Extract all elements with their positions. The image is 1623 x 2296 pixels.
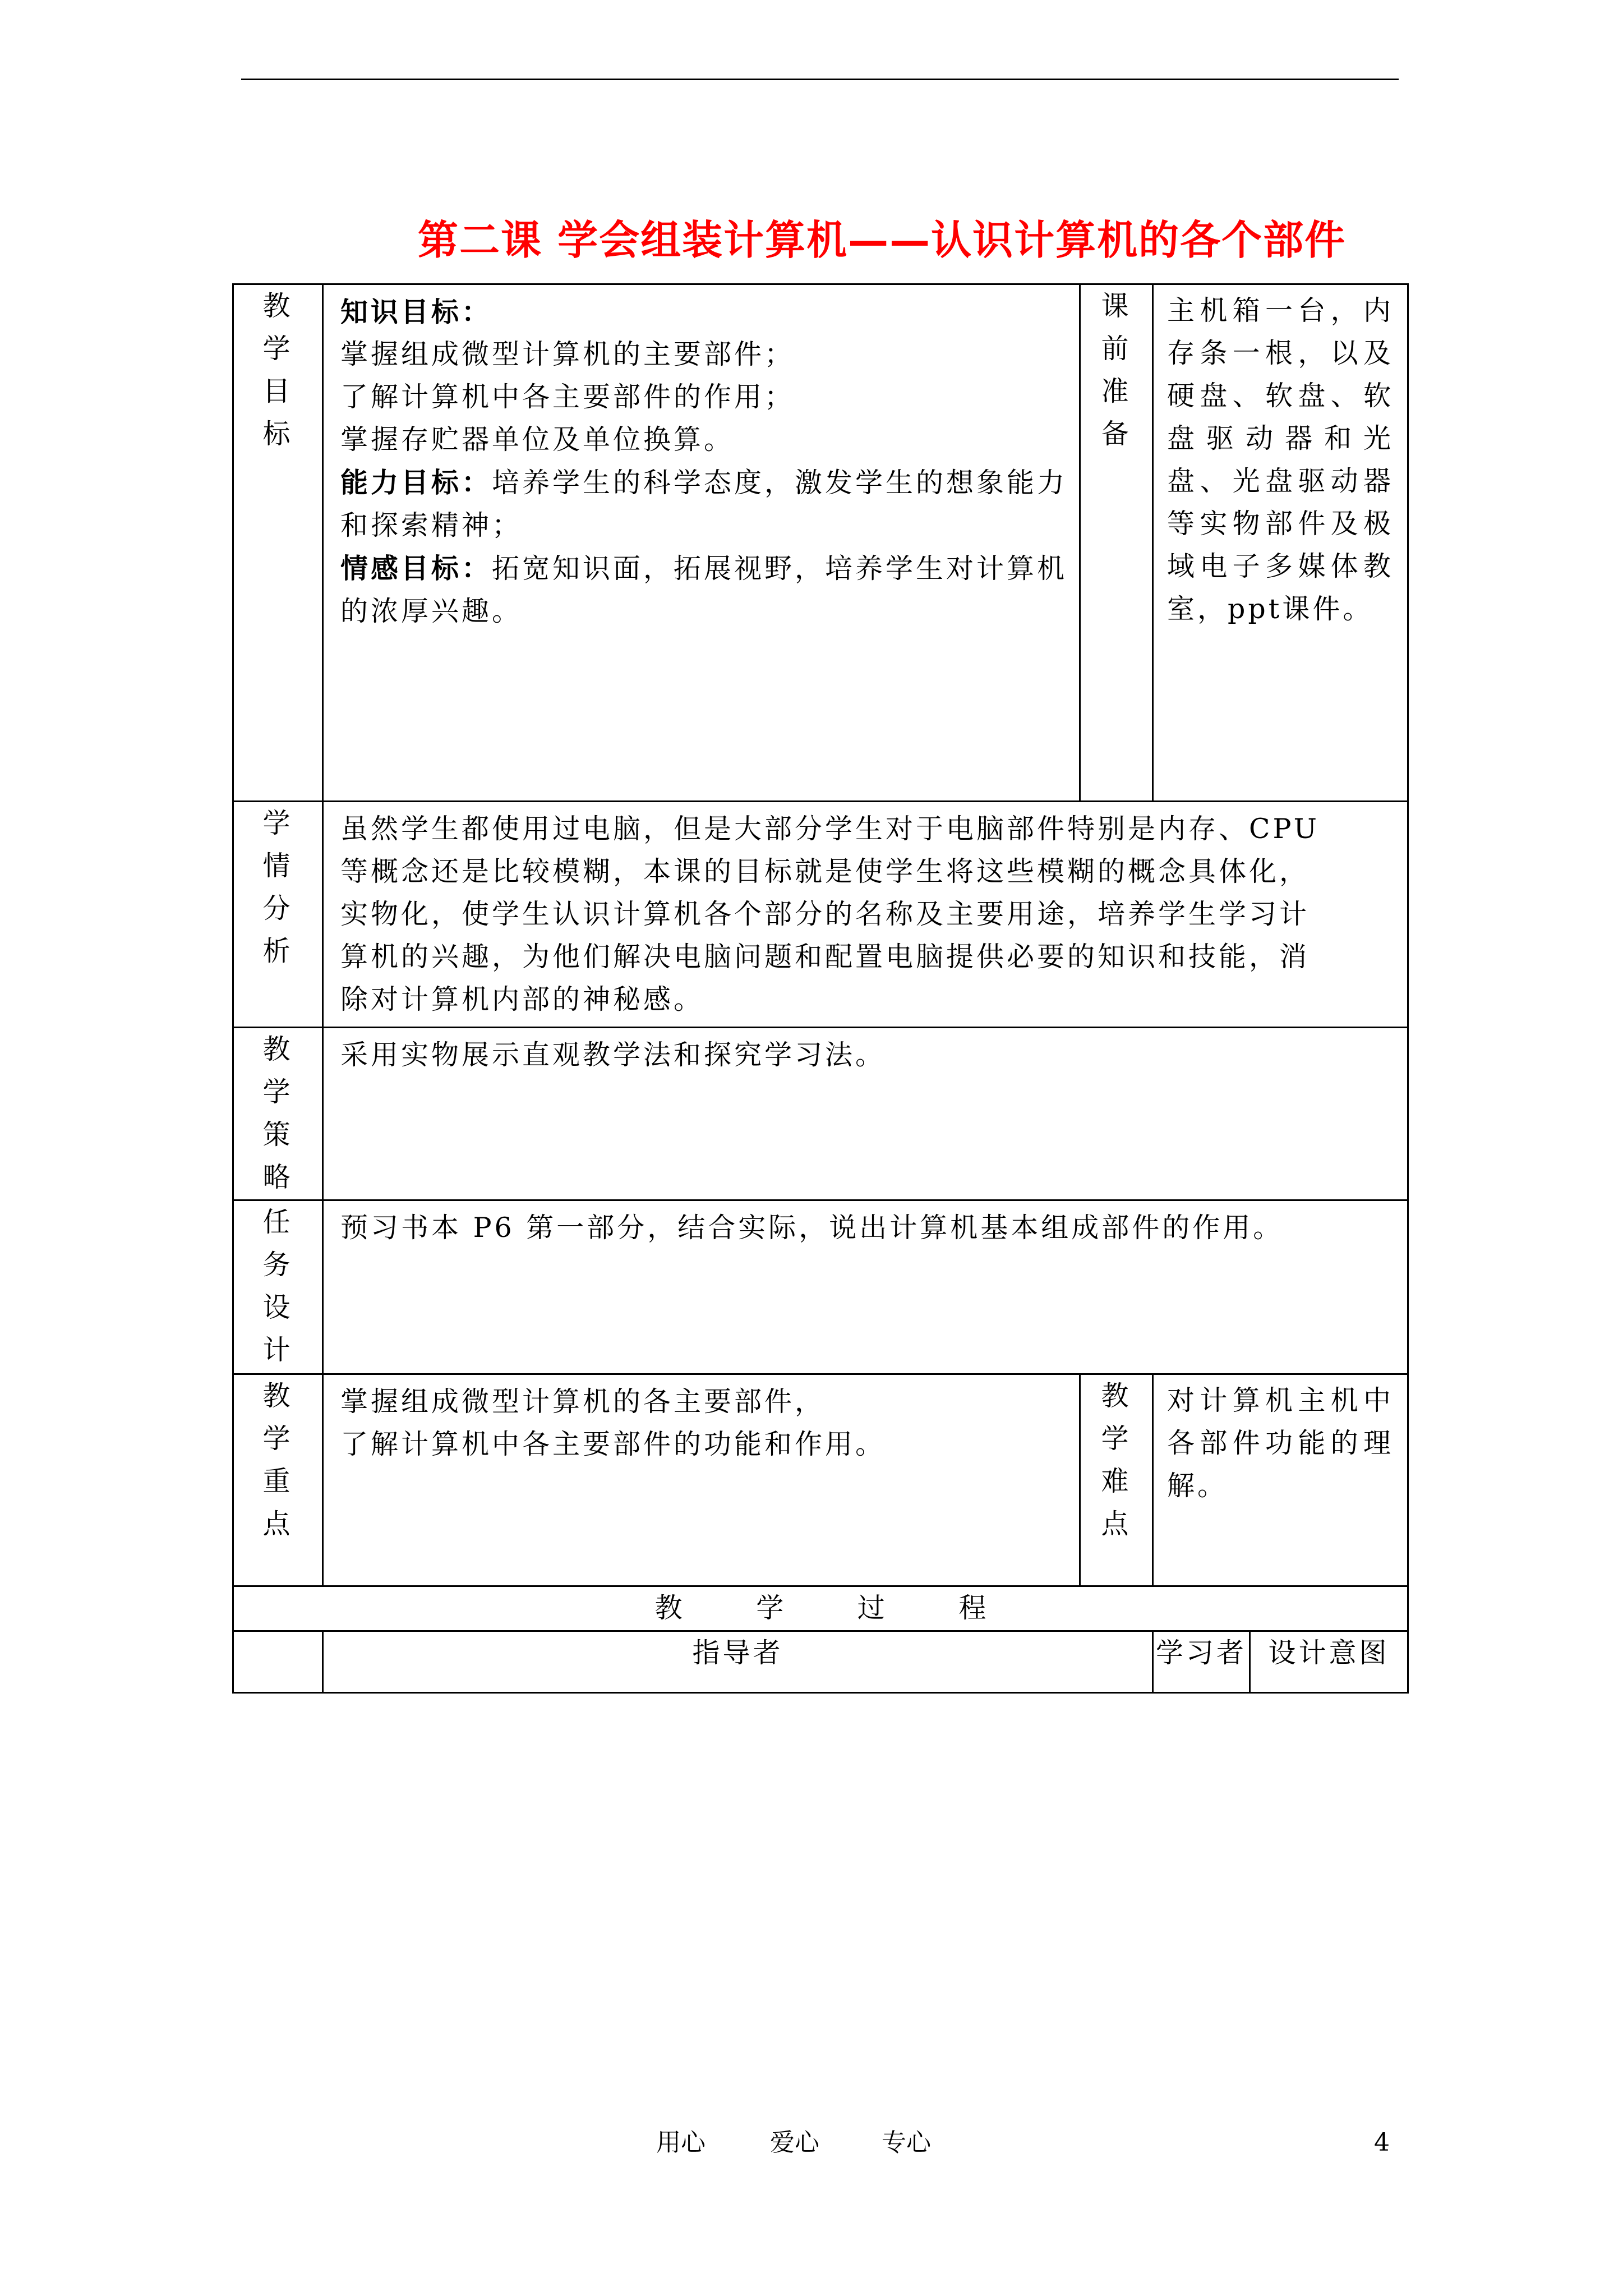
goals-content xyxy=(323,284,1080,802)
task-label: 任务设计 xyxy=(262,1206,293,1366)
analysis-label: 学情分析 xyxy=(262,807,293,967)
process-heading: 教 学 过 程 xyxy=(654,1592,1019,1624)
focus-label: 教学重点 xyxy=(262,1380,293,1540)
difficulty-label-cell xyxy=(1080,1374,1153,1586)
difficulty-content xyxy=(1153,1374,1408,1586)
strategy-text: 采用实物展示直观教学法和探究学习法。 xyxy=(340,1039,886,1071)
col-guide: 指导者 xyxy=(692,1637,783,1669)
col-guide-cell xyxy=(323,1631,1153,1693)
process-blank-cell xyxy=(233,1631,323,1693)
footer-middle: 爱心 xyxy=(770,2128,819,2157)
footer-left: 用心 xyxy=(656,2128,706,2157)
col-learner-cell xyxy=(1153,1631,1250,1693)
focus-line: 了解计算机中各主要部件的功能和作用。 xyxy=(340,1428,886,1460)
focus-label-cell xyxy=(233,1374,323,1586)
ability-text: 培养学生的科学态度，激发学生的想象能力 xyxy=(492,467,1068,499)
emotion-line xyxy=(340,547,1068,590)
difficulty-label: 教学难点 xyxy=(1101,1380,1132,1540)
row-task xyxy=(233,1200,1408,1374)
analysis-content xyxy=(323,802,1408,1028)
row-process-columns xyxy=(233,1631,1408,1693)
row-focus xyxy=(233,1374,1408,1586)
row-goals xyxy=(233,284,1408,802)
page-title: 第二课 学会组装计算机——认识计算机的各个部件 xyxy=(418,216,1347,264)
knowledge-item: 掌握组成微型计算机的主要部件； xyxy=(340,338,795,370)
analysis-label-cell xyxy=(233,802,323,1028)
strategy-content xyxy=(323,1028,1408,1200)
analysis-line: 等概念还是比较模糊，本课的目标就是使学生将这些模糊的概念具体化， xyxy=(340,855,1310,887)
strategy-label: 教学策略 xyxy=(262,1033,293,1193)
prep-label-cell xyxy=(1080,284,1153,802)
strategy-label-cell xyxy=(233,1028,323,1200)
task-label-cell xyxy=(233,1200,323,1374)
analysis-line: 除对计算机内部的神秘感。 xyxy=(340,983,704,1015)
col-design-cell xyxy=(1250,1631,1408,1693)
prep-content xyxy=(1153,284,1408,802)
row-process-heading xyxy=(233,1586,1408,1631)
emotion-heading: 情感目标： xyxy=(340,552,492,585)
knowledge-item: 了解计算机中各主要部件的作用； xyxy=(340,381,795,413)
process-heading-cell xyxy=(233,1586,1408,1631)
col-learner: 学习者 xyxy=(1155,1637,1247,1669)
ability-line xyxy=(340,461,1068,504)
header-rule xyxy=(241,79,1399,80)
difficulty-text: 对计算机主机中各部件功能的理解。 xyxy=(1167,1384,1394,1502)
row-analysis xyxy=(233,802,1408,1028)
focus-content xyxy=(323,1374,1080,1586)
analysis-line: 算机的兴趣，为他们解决电脑问题和配置电脑提供必要的知识和技能，消 xyxy=(340,941,1310,973)
goals-label: 教学目标 xyxy=(262,290,293,450)
emotion-text-cont: 的浓厚兴趣。 xyxy=(340,595,523,627)
emotion-text: 拓宽知识面，拓展视野，培养学生对计算机 xyxy=(492,553,1068,585)
footer-right: 专心 xyxy=(882,2128,931,2157)
lesson-plan-table xyxy=(232,283,1409,1694)
analysis-line: 实物化，使学生认识计算机各个部分的名称及主要用途，培养学生学习计 xyxy=(340,898,1310,930)
ability-text-cont: 和探索精神； xyxy=(340,509,523,541)
task-content xyxy=(323,1200,1408,1374)
col-design: 设计意图 xyxy=(1268,1637,1390,1669)
knowledge-heading: 知识目标： xyxy=(340,296,492,328)
page-number: 4 xyxy=(1374,2128,1390,2157)
focus-line: 掌握组成微型计算机的各主要部件， xyxy=(340,1386,826,1418)
knowledge-item: 掌握存贮器单位及单位换算。 xyxy=(340,424,735,455)
prep-label: 课前准备 xyxy=(1101,290,1132,450)
prep-text: 主机箱一台，内存条一根，以及硬盘、软盘、软盘驱动器和光盘、光盘驱动器等实物部件及极域电子多媒体教室，ppt课件。 xyxy=(1167,295,1394,625)
ability-heading: 能力目标： xyxy=(340,466,492,499)
goals-label-cell xyxy=(233,284,323,802)
analysis-line: 虽然学生都使用过电脑，但是大部分学生对于电脑部件特别是内存、CPU xyxy=(340,813,1320,845)
row-strategy xyxy=(233,1028,1408,1200)
task-text: 预习书本 P6 第一部分，结合实际，说出计算机基本组成部件的作用。 xyxy=(340,1212,1284,1244)
